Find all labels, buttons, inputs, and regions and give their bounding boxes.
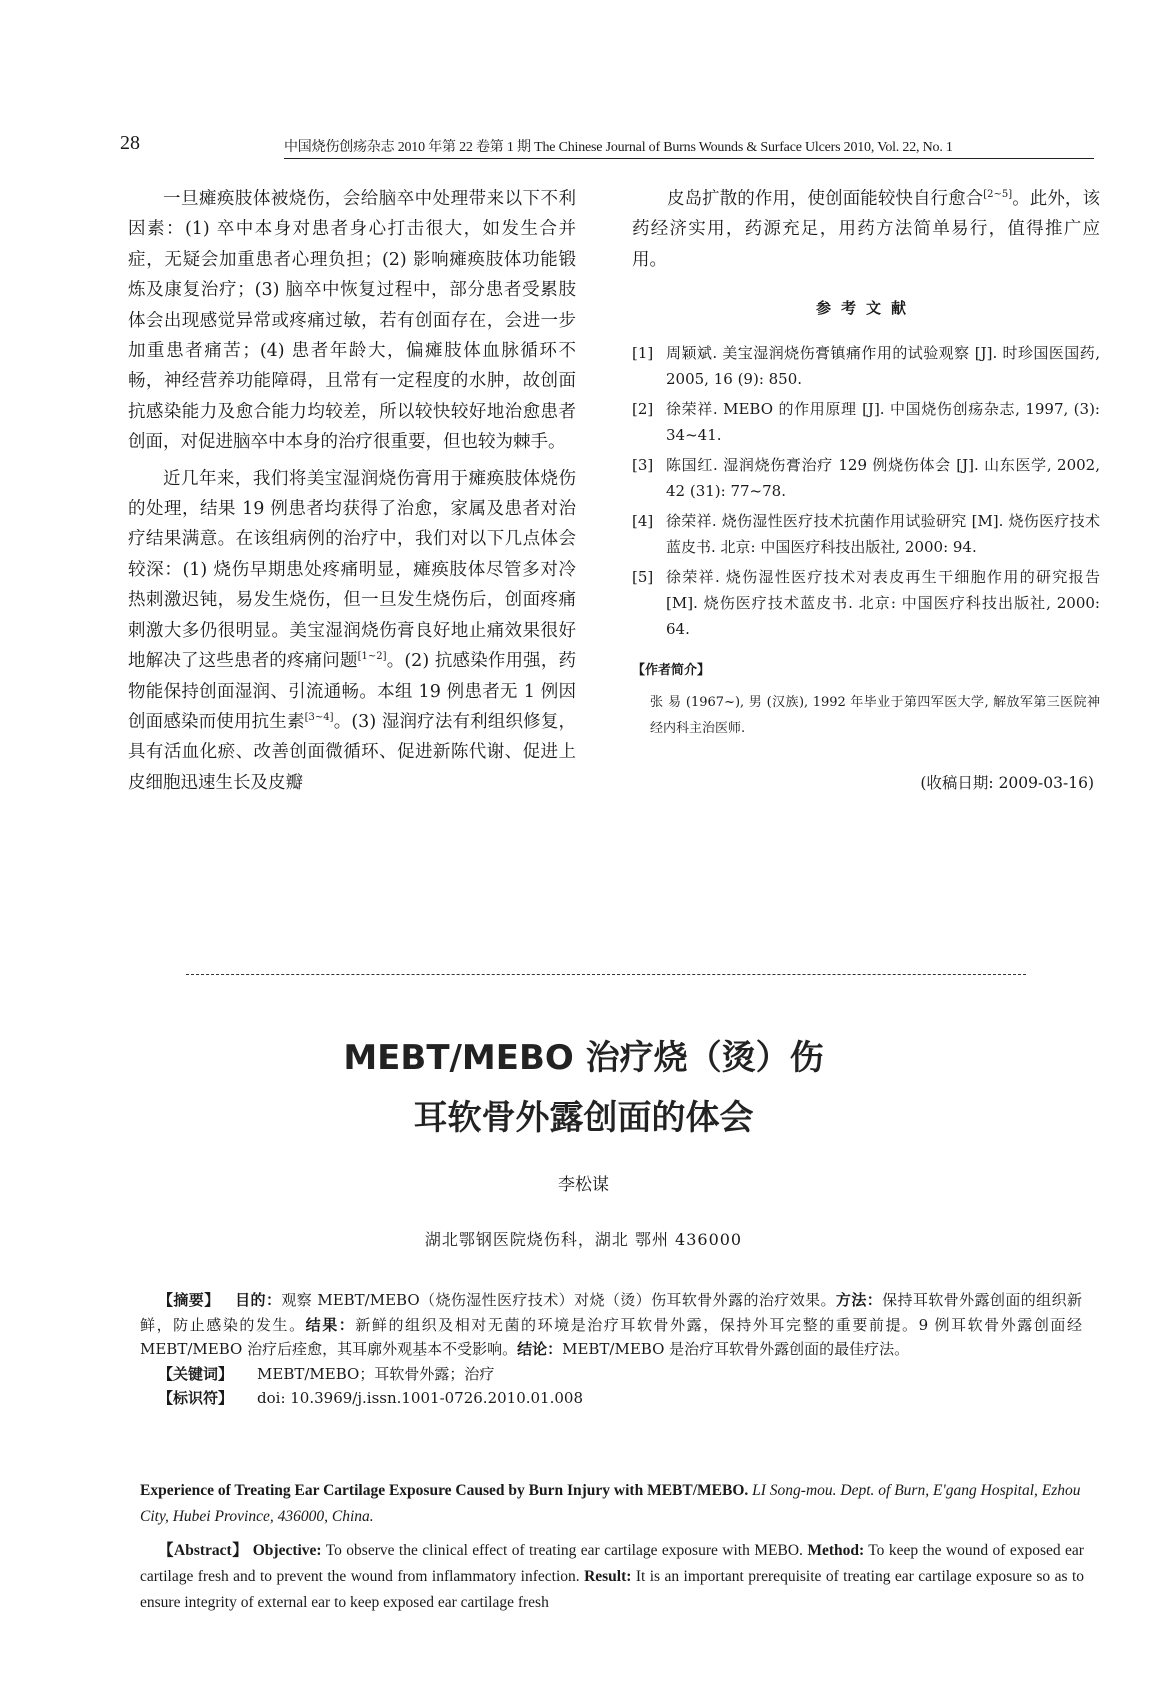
identifier-line: [140, 1386, 1082, 1410]
reference-item: [632, 452, 1100, 504]
keywords-tag: 【关键词】: [158, 1364, 234, 1383]
keywords-text: MEBT/MEBO；耳软骨外露；治疗: [257, 1364, 495, 1383]
reference-item: [632, 564, 1100, 642]
received-date: (收稿日期: 2009-03-16): [920, 774, 1094, 793]
left-column: [128, 184, 576, 798]
conclusion-label: 结论：: [517, 1340, 563, 1358]
reference-number: [5]: [632, 567, 654, 586]
reference-text: 周颖斌. 美宝湿润烧伤膏镇痛作用的试验观察 [J]. 时珍国医国药, 2005, 16 (9): 850.: [666, 343, 1100, 388]
reference-item: [632, 508, 1100, 560]
page-number: 28: [120, 132, 140, 154]
keywords-line: [140, 1362, 1082, 1386]
identifier-tag: 【标识符】: [158, 1388, 234, 1407]
english-objective-label: Objective:: [252, 1542, 322, 1559]
author-bio-label: 【作者简介】: [632, 662, 711, 678]
right-column: [632, 184, 1100, 798]
abstract-tag: 【摘要】: [158, 1291, 220, 1309]
references-heading: 参考文献: [815, 299, 916, 318]
reference-text: 徐荣祥. 烧伤湿性医疗技术抗菌作用试验研究 [M]. 烧伤医疗技术蓝皮书. 北京: 中国医疗科技出版社, 2000: 94.: [666, 511, 1100, 556]
article-author: 李松谋: [558, 1175, 609, 1195]
reference-item: [632, 340, 1100, 392]
result-text: 新鲜的组织及相对无菌的环境是治疗耳软骨外露，保持外耳完整的重要前提。9 例耳软骨外露创面经 MEBT/MEBO 治疗后痊愈，其耳廓外观基本不受影响。: [140, 1315, 1082, 1358]
objective-label: 目的：: [235, 1291, 282, 1309]
english-method-text: To keep the wound of exposed ear cartilage fresh and to prevent the wound from inflammatory infection.: [140, 1542, 1084, 1585]
reference-number: [4]: [632, 511, 654, 530]
article-title-line1: MEBT/MEBO 治疗烧（烫）伤: [343, 1038, 824, 1078]
reference-text: 徐荣祥. MEBO 的作用原理 [J]. 中国烧伤创疡杂志, 1997, (3): 34~41.: [666, 399, 1100, 444]
paragraph-text: 。(2) 抗感染作用强，药物能保持创面湿润、引流通畅。本组 19 例患者无 1 例因创面感染而使用抗生素: [128, 651, 577, 732]
citation-sup: [1~2]: [357, 651, 387, 663]
paragraph-text: 。此外，该药经济实用，药源充足，用药方法简单易行，值得推广应用。: [632, 189, 1101, 270]
reference-text: 陈国红. 湿润烧伤膏治疗 129 例烧伤体会 [J]. 山东医学, 2002, 42 (31): 77~78.: [666, 455, 1100, 500]
objective-text: 观察 MEBT/MEBO（烧伤湿性医疗技术）对烧（烫）伤耳软骨外露的治疗效果。: [281, 1291, 836, 1309]
paragraph-text: 近几年来，我们将美宝湿润烧伤膏用于瘫痪肢体烧伤的处理，结果 19 例患者均获得了治愈，家属及患者对治疗结果满意。在该组病例的治疗中，我们对以下几点体会较深：(1) 烧伤早期患处疼痛明显，瘫痪肢体尽管多对冷热刺激迟钝，易发生烧伤，但一旦发生烧伤后，创面疼痛刺激大多仍很明显。美宝湿润烧伤膏良好地止痛效果很好地解决了这些患者的疼痛问题: [128, 468, 576, 672]
abstract-body: [140, 1288, 1082, 1362]
method-text: 保持耳软骨外露创面的组织新鲜，防止感染的发生。: [140, 1291, 1082, 1334]
article-title-line2: 耳软骨外露创面的体会: [413, 1098, 754, 1138]
citation-sup: [2~5]: [983, 189, 1013, 201]
section-divider: [186, 974, 1026, 975]
reference-item: [632, 396, 1100, 448]
english-result-text: It is an important prerequisite of treating ear cartilage exposure so as to ensure integrity of external ear to keep exposed ear cartilage fresh: [140, 1568, 1084, 1611]
identifier-text: doi: 10.3969/j.issn.1001-0726.2010.01.008: [257, 1388, 584, 1407]
article-title: [0, 1028, 1167, 1148]
english-title-block: [140, 1478, 1084, 1530]
author-bio: 张 易 (1967~), 男 (汉族), 1992 年毕业于第四军医大学, 解放军第三医院神经内科主治医师.: [650, 695, 1100, 737]
paragraph-risk-factors: 一旦瘫痪肢体被烧伤，会给脑卒中处理带来以下不利因素：(1) 卒中本身对患者身心打击很大，如发生合并症，无疑会加重患者心理负担；(2) 影响瘫痪肢体功能锻炼及康复治疗；(3) 脑卒中恢复过程中，部分患者受累肢体会出现感觉异常或疼痛过敏，若有创面存在，会进一步加重患者痛苦；(4) 患者年龄大，偏瘫肢体血脉循环不畅，神经营养功能障碍，且常有一定程度的水肿，故创面抗感染能力及愈合能力均较差，所以较快较好地治愈患者创面，对促进脑卒中本身的治疗很重要，但也较为棘手。: [128, 189, 576, 453]
conclusion-text: MEBT/MEBO 是治疗耳软骨外露创面的最佳疗法。: [562, 1340, 910, 1358]
method-label: 方法：: [835, 1291, 883, 1309]
paragraph-conclusion: [632, 184, 1100, 275]
article-affiliation: 湖北鄂钢医院烧伤科，湖北 鄂州 436000: [424, 1230, 743, 1249]
abstract-chinese: [140, 1288, 1082, 1410]
paragraph-experience: [128, 464, 576, 798]
english-abstract-tag: 【Abstract】: [158, 1542, 249, 1559]
english-method-label: Method:: [807, 1542, 865, 1559]
english-objective-text: To observe the clinical effect of treating ear cartilage exposure with MEBO.: [325, 1542, 803, 1559]
result-label: 结果：: [305, 1315, 356, 1334]
citation-sup: [3~4]: [304, 712, 334, 724]
reference-text: 徐荣祥. 烧伤湿性医疗技术对表皮再生干细胞作用的研究报告 [M]. 烧伤医疗技术蓝皮书. 北京: 中国医疗科技出版社, 2000: 64.: [666, 567, 1100, 638]
english-abstract: [140, 1538, 1084, 1616]
paragraph-text: 。(3) 湿润疗法有利组织修复，具有活血化瘀、改善创面微循环、促进新陈代谢、促进上皮细胞迅速生长及皮瓣: [128, 711, 576, 793]
paragraph-text: 皮岛扩散的作用，使创面能较快自行愈合: [667, 189, 984, 209]
english-author-affiliation: LI Song-mou. Dept. of Burn, E'gang Hospital, Ezhou City, Hubei Province, 436000, China.: [140, 1482, 1081, 1525]
english-result-label: Result:: [584, 1568, 632, 1585]
references-list: [632, 340, 1100, 642]
reference-number: [2]: [632, 399, 654, 418]
reference-number: [1]: [632, 343, 654, 362]
english-title: Experience of Treating Ear Cartilage Exposure Caused by Burn Injury with MEBT/MEBO.: [140, 1482, 749, 1499]
reference-number: [3]: [632, 455, 654, 474]
running-header: 中国烧伤创疡杂志 2010 年第 22 卷第 1 期 The Chinese Journal of Burns Wounds & Surface Ulcers 2010, Vol. 22, No. 1: [284, 136, 1094, 159]
